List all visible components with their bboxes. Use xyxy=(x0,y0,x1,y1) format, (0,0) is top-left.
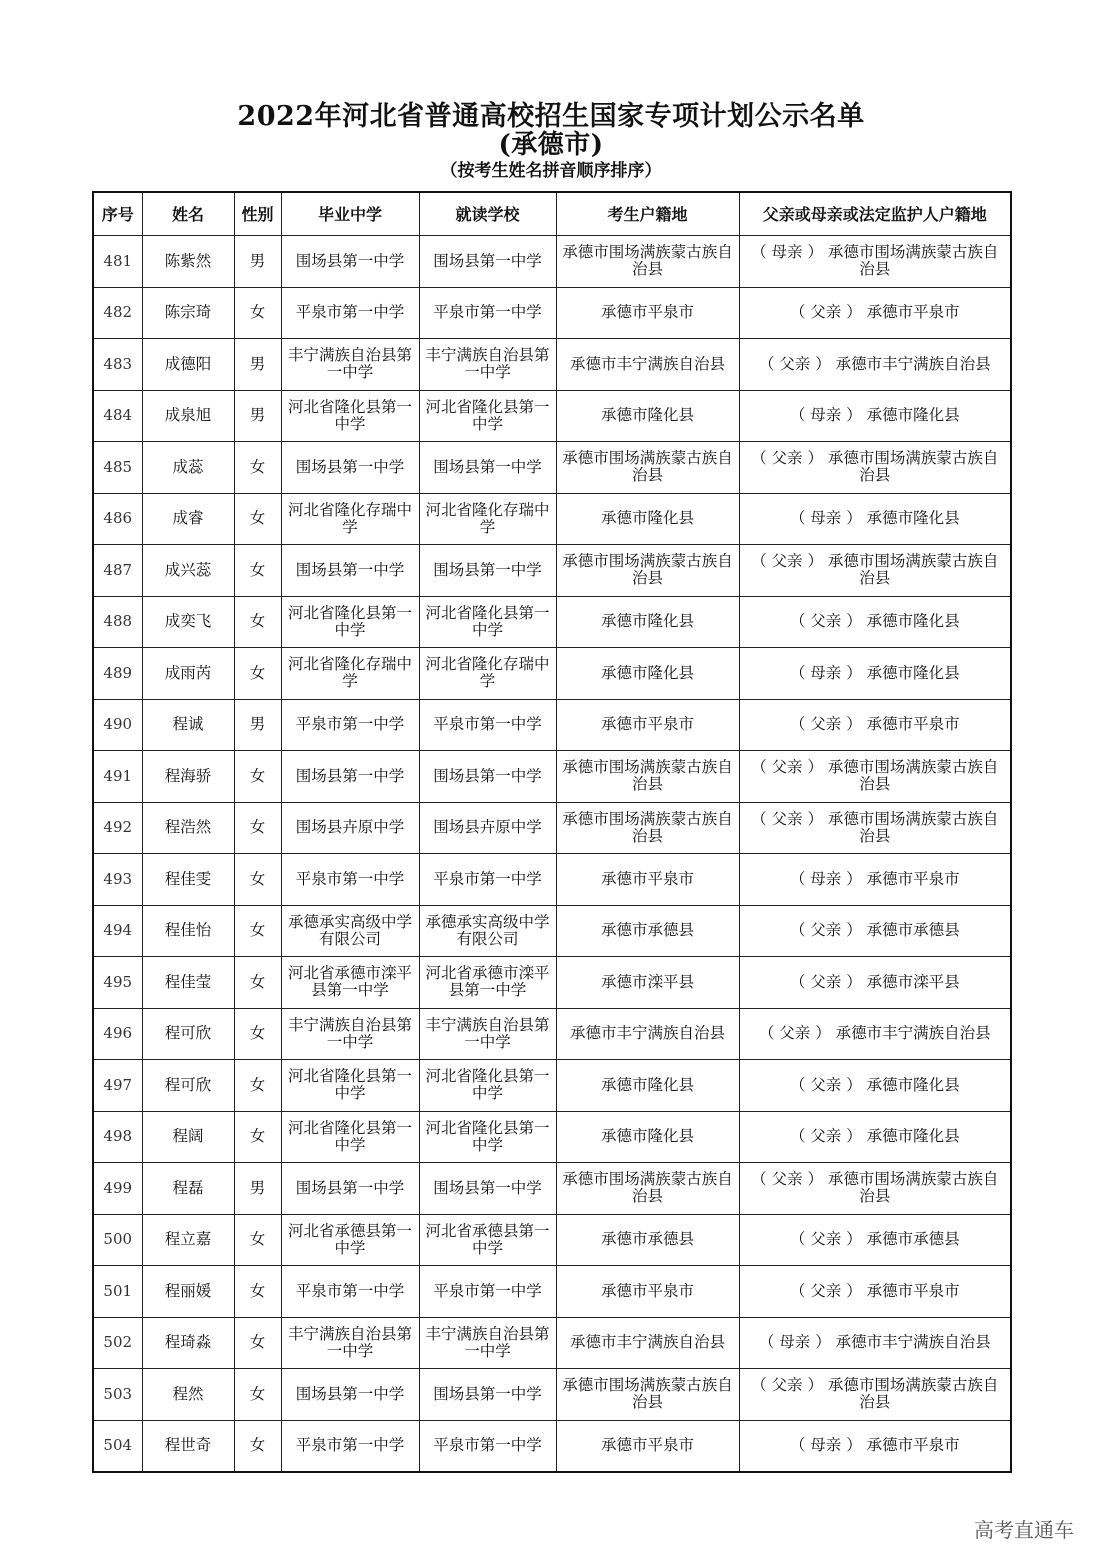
header-gender: 性别 xyxy=(234,192,281,236)
cell-student-hukou: 承德市承德县 xyxy=(556,1214,739,1266)
cell-gender: 男 xyxy=(234,390,281,442)
cell-graduation-school: 围场县第一中学 xyxy=(281,751,419,803)
cell-seq: 485 xyxy=(93,442,142,494)
cell-seq: 502 xyxy=(93,1317,142,1369)
cell-guardian-hukou: （ 父亲 ） 承德市围场满族蒙古族自治县 xyxy=(739,1163,1011,1215)
cell-seq: 491 xyxy=(93,751,142,803)
table-row xyxy=(93,1420,1011,1472)
cell-gender: 女 xyxy=(234,905,281,957)
cell-current-school: 围场县第一中学 xyxy=(419,1163,556,1215)
table-row xyxy=(93,1163,1011,1215)
cell-name: 程阔 xyxy=(142,1111,234,1163)
cell-name: 成泉旭 xyxy=(142,390,234,442)
cell-graduation-school: 河北省承德市滦平县第一中学 xyxy=(281,957,419,1009)
cell-seq: 497 xyxy=(93,1060,142,1112)
cell-name: 成德阳 xyxy=(142,339,234,391)
cell-current-school: 围场县第一中学 xyxy=(419,545,556,597)
cell-name: 程海骄 xyxy=(142,751,234,803)
cell-graduation-school: 围场县第一中学 xyxy=(281,236,419,288)
cell-graduation-school: 丰宁满族自治县第一中学 xyxy=(281,1317,419,1369)
cell-name: 成蕊 xyxy=(142,442,234,494)
cell-current-school: 围场县第一中学 xyxy=(419,236,556,288)
table-row xyxy=(93,751,1011,803)
cell-graduation-school: 围场县第一中学 xyxy=(281,545,419,597)
cell-graduation-school: 平泉市第一中学 xyxy=(281,287,419,339)
cell-seq: 483 xyxy=(93,339,142,391)
table-row xyxy=(93,545,1011,597)
cell-gender: 男 xyxy=(234,699,281,751)
cell-gender: 女 xyxy=(234,1111,281,1163)
cell-guardian-hukou: （ 母亲 ） 承德市平泉市 xyxy=(739,854,1011,906)
cell-seq: 494 xyxy=(93,905,142,957)
header-name: 姓名 xyxy=(142,192,234,236)
cell-name: 程诚 xyxy=(142,699,234,751)
cell-graduation-school: 平泉市第一中学 xyxy=(281,1420,419,1472)
cell-current-school: 承德承实高级中学有限公司 xyxy=(419,905,556,957)
table-row xyxy=(93,699,1011,751)
cell-student-hukou: 承德市隆化县 xyxy=(556,648,739,700)
cell-student-hukou: 承德市平泉市 xyxy=(556,287,739,339)
cell-current-school: 河北省承德县第一中学 xyxy=(419,1214,556,1266)
cell-gender: 男 xyxy=(234,236,281,288)
cell-current-school: 丰宁满族自治县第一中学 xyxy=(419,1317,556,1369)
cell-graduation-school: 河北省承德县第一中学 xyxy=(281,1214,419,1266)
cell-gender: 女 xyxy=(234,1369,281,1421)
cell-gender: 女 xyxy=(234,1317,281,1369)
cell-guardian-hukou: （ 父亲 ） 承德市平泉市 xyxy=(739,699,1011,751)
cell-current-school: 平泉市第一中学 xyxy=(419,1420,556,1472)
cell-guardian-hukou: （ 父亲 ） 承德市围场满族蒙古族自治县 xyxy=(739,545,1011,597)
table-row xyxy=(93,596,1011,648)
cell-seq: 498 xyxy=(93,1111,142,1163)
cell-gender: 女 xyxy=(234,648,281,700)
cell-current-school: 围场县第一中学 xyxy=(419,1369,556,1421)
cell-name: 程佳莹 xyxy=(142,957,234,1009)
cell-current-school: 河北省隆化存瑞中学 xyxy=(419,648,556,700)
table-row xyxy=(93,442,1011,494)
cell-guardian-hukou: （ 母亲 ） 承德市隆化县 xyxy=(739,648,1011,700)
cell-current-school: 丰宁满族自治县第一中学 xyxy=(419,1008,556,1060)
cell-guardian-hukou: （ 父亲 ） 承德市围场满族蒙古族自治县 xyxy=(739,1369,1011,1421)
cell-current-school: 平泉市第一中学 xyxy=(419,1266,556,1318)
table-row xyxy=(93,648,1011,700)
cell-gender: 女 xyxy=(234,287,281,339)
cell-name: 程佳雯 xyxy=(142,854,234,906)
cell-gender: 女 xyxy=(234,1060,281,1112)
cell-student-hukou: 承德市围场满族蒙古族自治县 xyxy=(556,442,739,494)
cell-guardian-hukou: （ 父亲 ） 承德市围场满族蒙古族自治县 xyxy=(739,442,1011,494)
cell-gender: 女 xyxy=(234,545,281,597)
table-row xyxy=(93,236,1011,288)
cell-graduation-school: 丰宁满族自治县第一中学 xyxy=(281,1008,419,1060)
cell-graduation-school: 围场县第一中学 xyxy=(281,1163,419,1215)
cell-name: 成奕飞 xyxy=(142,596,234,648)
cell-seq: 499 xyxy=(93,1163,142,1215)
cell-current-school: 平泉市第一中学 xyxy=(419,287,556,339)
cell-student-hukou: 承德市承德县 xyxy=(556,905,739,957)
table-row xyxy=(93,1111,1011,1163)
header-guardian-hukou: 父亲或母亲或法定监护人户籍地 xyxy=(739,192,1011,236)
header-student-hukou: 考生户籍地 xyxy=(556,192,739,236)
cell-seq: 503 xyxy=(93,1369,142,1421)
cell-name: 程立嘉 xyxy=(142,1214,234,1266)
cell-guardian-hukou: （ 父亲 ） 承德市承德县 xyxy=(739,905,1011,957)
cell-student-hukou: 承德市围场满族蒙古族自治县 xyxy=(556,545,739,597)
cell-student-hukou: 承德市平泉市 xyxy=(556,854,739,906)
cell-student-hukou: 承德市隆化县 xyxy=(556,493,739,545)
cell-gender: 女 xyxy=(234,442,281,494)
cell-student-hukou: 承德市丰宁满族自治县 xyxy=(556,1317,739,1369)
cell-graduation-school: 承德承实高级中学有限公司 xyxy=(281,905,419,957)
cell-student-hukou: 承德市平泉市 xyxy=(556,1420,739,1472)
cell-guardian-hukou: （ 父亲 ） 承德市丰宁满族自治县 xyxy=(739,339,1011,391)
cell-student-hukou: 承德市丰宁满族自治县 xyxy=(556,1008,739,1060)
cell-name: 程可欣 xyxy=(142,1008,234,1060)
cell-current-school: 河北省隆化县第一中学 xyxy=(419,1111,556,1163)
cell-guardian-hukou: （ 母亲 ） 承德市隆化县 xyxy=(739,493,1011,545)
cell-seq: 484 xyxy=(93,390,142,442)
cell-graduation-school: 河北省隆化存瑞中学 xyxy=(281,648,419,700)
cell-graduation-school: 平泉市第一中学 xyxy=(281,1266,419,1318)
cell-seq: 501 xyxy=(93,1266,142,1318)
cell-student-hukou: 承德市隆化县 xyxy=(556,596,739,648)
cell-student-hukou: 承德市隆化县 xyxy=(556,1060,739,1112)
cell-student-hukou: 承德市围场满族蒙古族自治县 xyxy=(556,1163,739,1215)
cell-guardian-hukou: （ 父亲 ） 承德市隆化县 xyxy=(739,1111,1011,1163)
cell-current-school: 河北省隆化县第一中学 xyxy=(419,1060,556,1112)
cell-guardian-hukou: （ 父亲 ） 承德市围场满族蒙古族自治县 xyxy=(739,751,1011,803)
cell-guardian-hukou: （ 父亲 ） 承德市滦平县 xyxy=(739,957,1011,1009)
cell-name: 程琦淼 xyxy=(142,1317,234,1369)
table-row xyxy=(93,287,1011,339)
cell-guardian-hukou: （ 母亲 ） 承德市丰宁满族自治县 xyxy=(739,1317,1011,1369)
cell-seq: 490 xyxy=(93,699,142,751)
cell-seq: 488 xyxy=(93,596,142,648)
watermark-text: 高考直通车 xyxy=(974,1518,1074,1542)
cell-graduation-school: 围场县第一中学 xyxy=(281,442,419,494)
cell-name: 陈紫然 xyxy=(142,236,234,288)
cell-guardian-hukou: （ 父亲 ） 承德市平泉市 xyxy=(739,1266,1011,1318)
cell-name: 成睿 xyxy=(142,493,234,545)
cell-student-hukou: 承德市围场满族蒙古族自治县 xyxy=(556,751,739,803)
cell-guardian-hukou: （ 母亲 ） 承德市围场满族蒙古族自治县 xyxy=(739,236,1011,288)
cell-current-school: 河北省隆化存瑞中学 xyxy=(419,493,556,545)
cell-current-school: 平泉市第一中学 xyxy=(419,699,556,751)
cell-name: 程世奇 xyxy=(142,1420,234,1472)
cell-graduation-school: 围场县卉原中学 xyxy=(281,802,419,854)
cell-current-school: 围场县卉原中学 xyxy=(419,802,556,854)
cell-graduation-school: 河北省隆化县第一中学 xyxy=(281,1111,419,1163)
cell-seq: 492 xyxy=(93,802,142,854)
cell-seq: 481 xyxy=(93,236,142,288)
cell-student-hukou: 承德市平泉市 xyxy=(556,1266,739,1318)
cell-gender: 女 xyxy=(234,802,281,854)
cell-student-hukou: 承德市隆化县 xyxy=(556,390,739,442)
cell-graduation-school: 围场县第一中学 xyxy=(281,1369,419,1421)
cell-name: 程磊 xyxy=(142,1163,234,1215)
cell-gender: 男 xyxy=(234,339,281,391)
header-graduation-school: 毕业中学 xyxy=(281,192,419,236)
table-row xyxy=(93,390,1011,442)
cell-guardian-hukou: （ 母亲 ） 承德市平泉市 xyxy=(739,1420,1011,1472)
cell-seq: 500 xyxy=(93,1214,142,1266)
cell-gender: 女 xyxy=(234,957,281,1009)
cell-guardian-hukou: （ 父亲 ） 承德市隆化县 xyxy=(739,596,1011,648)
cell-graduation-school: 平泉市第一中学 xyxy=(281,699,419,751)
cell-seq: 486 xyxy=(93,493,142,545)
cell-guardian-hukou: （ 父亲 ） 承德市平泉市 xyxy=(739,287,1011,339)
cell-gender: 女 xyxy=(234,854,281,906)
cell-student-hukou: 承德市平泉市 xyxy=(556,699,739,751)
table-row xyxy=(93,854,1011,906)
sort-note: （按考生姓名拼音顺序排序） xyxy=(440,161,662,181)
cell-name: 陈宗琦 xyxy=(142,287,234,339)
cell-name: 程然 xyxy=(142,1369,234,1421)
cell-student-hukou: 承德市围场满族蒙古族自治县 xyxy=(556,802,739,854)
cell-current-school: 围场县第一中学 xyxy=(419,751,556,803)
cell-guardian-hukou: （ 母亲 ） 承德市隆化县 xyxy=(739,390,1011,442)
cell-gender: 女 xyxy=(234,596,281,648)
cell-name: 成兴蕊 xyxy=(142,545,234,597)
cell-student-hukou: 承德市隆化县 xyxy=(556,1111,739,1163)
cell-name: 程可欣 xyxy=(142,1060,234,1112)
cell-gender: 女 xyxy=(234,1266,281,1318)
cell-guardian-hukou: （ 父亲 ） 承德市隆化县 xyxy=(739,1060,1011,1112)
cell-seq: 482 xyxy=(93,287,142,339)
cell-graduation-school: 河北省隆化县第一中学 xyxy=(281,390,419,442)
table-row xyxy=(93,905,1011,957)
cell-guardian-hukou: （ 父亲 ） 承德市丰宁满族自治县 xyxy=(739,1008,1011,1060)
table-row xyxy=(93,1214,1011,1266)
cell-name: 程佳怡 xyxy=(142,905,234,957)
cell-guardian-hukou: （ 父亲 ） 承德市围场满族蒙古族自治县 xyxy=(739,802,1011,854)
cell-current-school: 围场县第一中学 xyxy=(419,442,556,494)
table-row xyxy=(93,493,1011,545)
cell-student-hukou: 承德市围场满族蒙古族自治县 xyxy=(556,1369,739,1421)
cell-current-school: 河北省隆化县第一中学 xyxy=(419,596,556,648)
table-row xyxy=(93,1008,1011,1060)
cell-seq: 493 xyxy=(93,854,142,906)
cell-graduation-school: 河北省隆化县第一中学 xyxy=(281,1060,419,1112)
cell-name: 成雨芮 xyxy=(142,648,234,700)
cell-graduation-school: 丰宁满族自治县第一中学 xyxy=(281,339,419,391)
table-row xyxy=(93,1266,1011,1318)
table-row xyxy=(93,1317,1011,1369)
cell-current-school: 河北省承德市滦平县第一中学 xyxy=(419,957,556,1009)
cell-gender: 女 xyxy=(234,1008,281,1060)
cell-current-school: 河北省隆化县第一中学 xyxy=(419,390,556,442)
table-row xyxy=(93,1369,1011,1421)
roster-table xyxy=(92,191,1012,1473)
cell-seq: 495 xyxy=(93,957,142,1009)
cell-gender: 女 xyxy=(234,751,281,803)
cell-gender: 男 xyxy=(234,1163,281,1215)
cell-seq: 496 xyxy=(93,1008,142,1060)
header-seq: 序号 xyxy=(93,192,142,236)
cell-student-hukou: 承德市围场满族蒙古族自治县 xyxy=(556,236,739,288)
page-title: 2022年河北省普通高校招生国家专项计划公示名单 xyxy=(237,101,865,132)
table-header-row xyxy=(93,192,1011,236)
cell-student-hukou: 承德市滦平县 xyxy=(556,957,739,1009)
cell-name: 程浩然 xyxy=(142,802,234,854)
cell-name: 程丽媛 xyxy=(142,1266,234,1318)
cell-student-hukou: 承德市丰宁满族自治县 xyxy=(556,339,739,391)
table-row xyxy=(93,957,1011,1009)
page-title-city: (承德市) xyxy=(498,130,604,160)
table-row xyxy=(93,802,1011,854)
cell-gender: 女 xyxy=(234,1214,281,1266)
table-body xyxy=(93,236,1011,1473)
cell-graduation-school: 河北省隆化存瑞中学 xyxy=(281,493,419,545)
header-current-school: 就读学校 xyxy=(419,192,556,236)
cell-seq: 489 xyxy=(93,648,142,700)
cell-current-school: 平泉市第一中学 xyxy=(419,854,556,906)
table-row xyxy=(93,339,1011,391)
cell-graduation-school: 平泉市第一中学 xyxy=(281,854,419,906)
cell-gender: 女 xyxy=(234,1420,281,1472)
cell-seq: 487 xyxy=(93,545,142,597)
cell-seq: 504 xyxy=(93,1420,142,1472)
cell-gender: 女 xyxy=(234,493,281,545)
cell-guardian-hukou: （ 父亲 ） 承德市承德县 xyxy=(739,1214,1011,1266)
cell-graduation-school: 河北省隆化县第一中学 xyxy=(281,596,419,648)
cell-current-school: 丰宁满族自治县第一中学 xyxy=(419,339,556,391)
table-row xyxy=(93,1060,1011,1112)
